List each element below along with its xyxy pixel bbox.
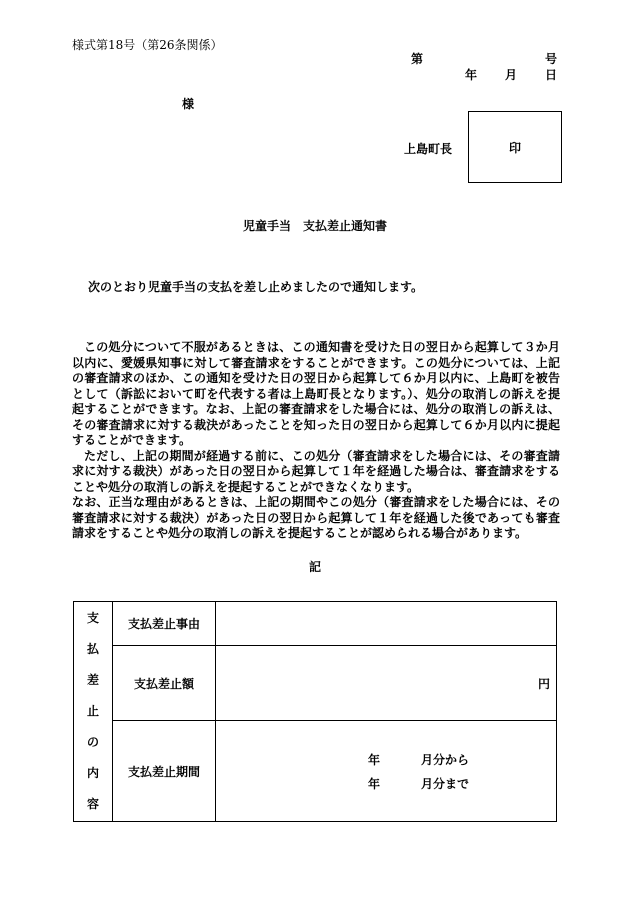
period-value-cell[interactable] bbox=[216, 721, 557, 822]
seal-box bbox=[468, 111, 562, 183]
form-number: 様式第18号（第26条関係） bbox=[72, 38, 223, 52]
reason-label-cell bbox=[113, 602, 216, 646]
doc-number-suffix: 号 bbox=[545, 52, 558, 66]
period-from-month: 月分から bbox=[421, 753, 470, 767]
amount-label: 支払差止額 bbox=[133, 676, 194, 691]
reason-label: 支払差止事由 bbox=[127, 617, 200, 631]
section-header: 支払差止の内容 bbox=[86, 611, 99, 811]
period-to-row bbox=[216, 771, 556, 795]
period-from-row bbox=[216, 747, 556, 771]
addressee-suffix: 様 bbox=[182, 97, 195, 111]
details-table bbox=[73, 601, 557, 822]
seal-label: 印 bbox=[508, 140, 521, 155]
notice-paragraph-2: ただし、上記の期間が経過する前に、この処分（審査請求をした場合には、その審査請求に対する裁決）があった日の翌日から起算して１年を経過した場合は、審査請求をすることや処分の取消しの訴えを提起することができなくなります。 bbox=[72, 448, 560, 494]
document-title: 児童手当 支払差止通知書 bbox=[242, 219, 387, 233]
reason-value-cell[interactable] bbox=[216, 602, 557, 646]
section-header-cell bbox=[74, 602, 113, 822]
date-month-label: 月 bbox=[505, 68, 518, 82]
notice-paragraph-1: この処分について不服があるときは、この通知書を受けた日の翌日から起算して３か月以内に、愛媛県知事に対して審査請求をすることができます。この処分については、上記の審査請求のほか、この通知を受けた日の翌日から起算して６か月以内に、上島町を被告として（訴訟において町を代表する者は上島町長となります。）、処分の取消しの訴えを提起することができます。なお、上記の審査請求をした場合には、処分の取消しの訴えは、その審査請求に対する裁決があったことを知った日の翌日から起算して６か月以内に提起することができます。 bbox=[72, 340, 560, 447]
ki-heading: 記 bbox=[308, 560, 321, 574]
period-from-year: 年 bbox=[368, 753, 381, 767]
period-to-month: 月分まで bbox=[421, 777, 470, 791]
date-day-label: 日 bbox=[545, 68, 558, 82]
intro-text: 次のとおり児童手当の支払を差し止めましたので通知します。 bbox=[88, 280, 424, 294]
issuer-name: 上島町長 bbox=[404, 142, 453, 156]
period-to-year: 年 bbox=[368, 777, 381, 791]
period-label-cell bbox=[113, 721, 216, 822]
amount-value-cell[interactable] bbox=[216, 646, 557, 721]
notice-paragraph-3: なお、正当な理由があるときは、上記の期間やこの処分（審査請求をした場合には、その審査請求に対する裁決）があった日の翌日から起算して１年を経過した後であっても審査請求をすることや処分の取消しの訴えを提起することが認められる場合があります。 bbox=[72, 495, 560, 540]
amount-unit: 円 bbox=[537, 676, 550, 691]
appeal-notice bbox=[72, 340, 560, 542]
doc-number-prefix: 第 bbox=[411, 52, 424, 66]
amount-label-cell bbox=[113, 646, 216, 721]
period-label: 支払差止期間 bbox=[127, 764, 200, 779]
date-year-label: 年 bbox=[465, 68, 478, 82]
